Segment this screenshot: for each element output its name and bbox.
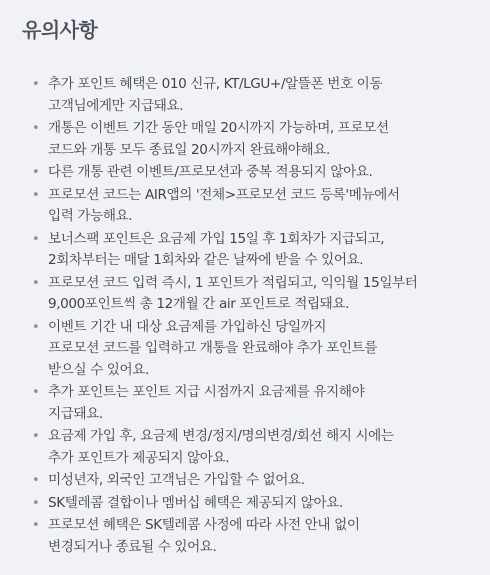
bullet-icon: • [32,473,40,488]
section-title: 유의사항 [22,18,98,42]
notice-item [22,74,468,117]
notice-text-line: 입력 가능해요. [48,208,133,224]
notice-text-line: 프로모션 코드는 AIR앱의 '전체>프로모션 코드 등록'메뉴에서 [48,186,400,203]
notice-item [22,185,468,228]
notice-text-line: 코드와 개통 모두 종료일 20시까지 완료해야해요. [48,141,330,158]
notice-text-line: 변경되거나 종료될 수 있어요. [48,538,217,555]
bullet-icon: • [32,495,40,511]
notice-text-line: 다른 개통 관련 이벤트/프로모션과 중복 적용되지 않아요. [48,164,373,180]
notice-text-line: 추가 포인트가 제공되지 않아요. [48,449,230,466]
bullet-icon: • [32,165,40,180]
notice-text-line: 이벤트 기간 내 대상 요금제를 가입하신 당일까지 [48,318,327,335]
notice-text-line: 프로모션 혜택은 SK텔레콤 사정에 따라 사전 안내 없이 [48,517,360,533]
notice-text-line: 요금제 가입 후, 요금제 변경/정지/명의변경/회선 해지 시에는 [48,428,394,444]
notice-text-line: 보너스팩 포인트은 요금제 가입 15일 후 1회차가 지급되고, [48,230,385,247]
notice-item [22,382,468,425]
notice-item [22,493,468,515]
notice-text-line: 프로모션 코드를 입력하고 개통을 완료해야 추가 포인트를 [48,340,378,356]
bullet-icon: • [32,121,40,136]
notice-text-line: 미성년자, 외국인 고객님은 가입할 수 없어요. [48,472,305,488]
notice-item [22,229,468,272]
notice-text-line: 9,000포인트씩 총 12개월 간 air 포인트로 적립돼요. [48,296,350,312]
notice-item [22,317,468,382]
notice-text-line: 개통은 이벤트 기간 동안 매일 20시까지 가능하며, 프로모션 [48,120,389,136]
notice-item [22,515,468,558]
notice-text-line: 2회차부터는 매달 1회차와 같은 날짜에 받을 수 있어요. [48,252,364,268]
bullet-icon: • [32,275,40,291]
bullet-icon: • [32,77,40,92]
notice-item [22,426,468,469]
notice-text-line: 받으실 수 있어요. [48,361,149,378]
notice-text-line: 지급돼요. [48,405,103,422]
notice-text-line: 추가 포인트는 포인트 지급 시점까지 요금제를 유지해야 [48,384,365,400]
notice-text-line: 고객님에게만 지급돼요. [48,97,184,114]
notice-item [22,118,468,161]
bullet-icon: • [32,231,40,247]
notice-text-line: 프로모션 코드 입력 즉시, 1 포인트가 적립되고, 익익월 15일부터 [48,274,418,291]
notice-item [22,162,468,184]
bullet-icon: • [32,385,40,400]
notice-item [22,273,468,316]
bullet-icon: • [32,518,40,533]
bullet-icon: • [32,429,40,444]
notice-text-line: 추가 포인트 혜택은 010 신규, KT/LGU+/알뜰폰 번호 이동 [48,76,383,92]
bullet-icon: • [32,187,40,203]
notice-item [22,470,468,492]
notice-text-line: SK텔레콤 결합이나 멤버십 혜택은 제공되지 않아요. [48,494,343,511]
bullet-icon: • [32,319,40,335]
notice-list [22,74,468,558]
